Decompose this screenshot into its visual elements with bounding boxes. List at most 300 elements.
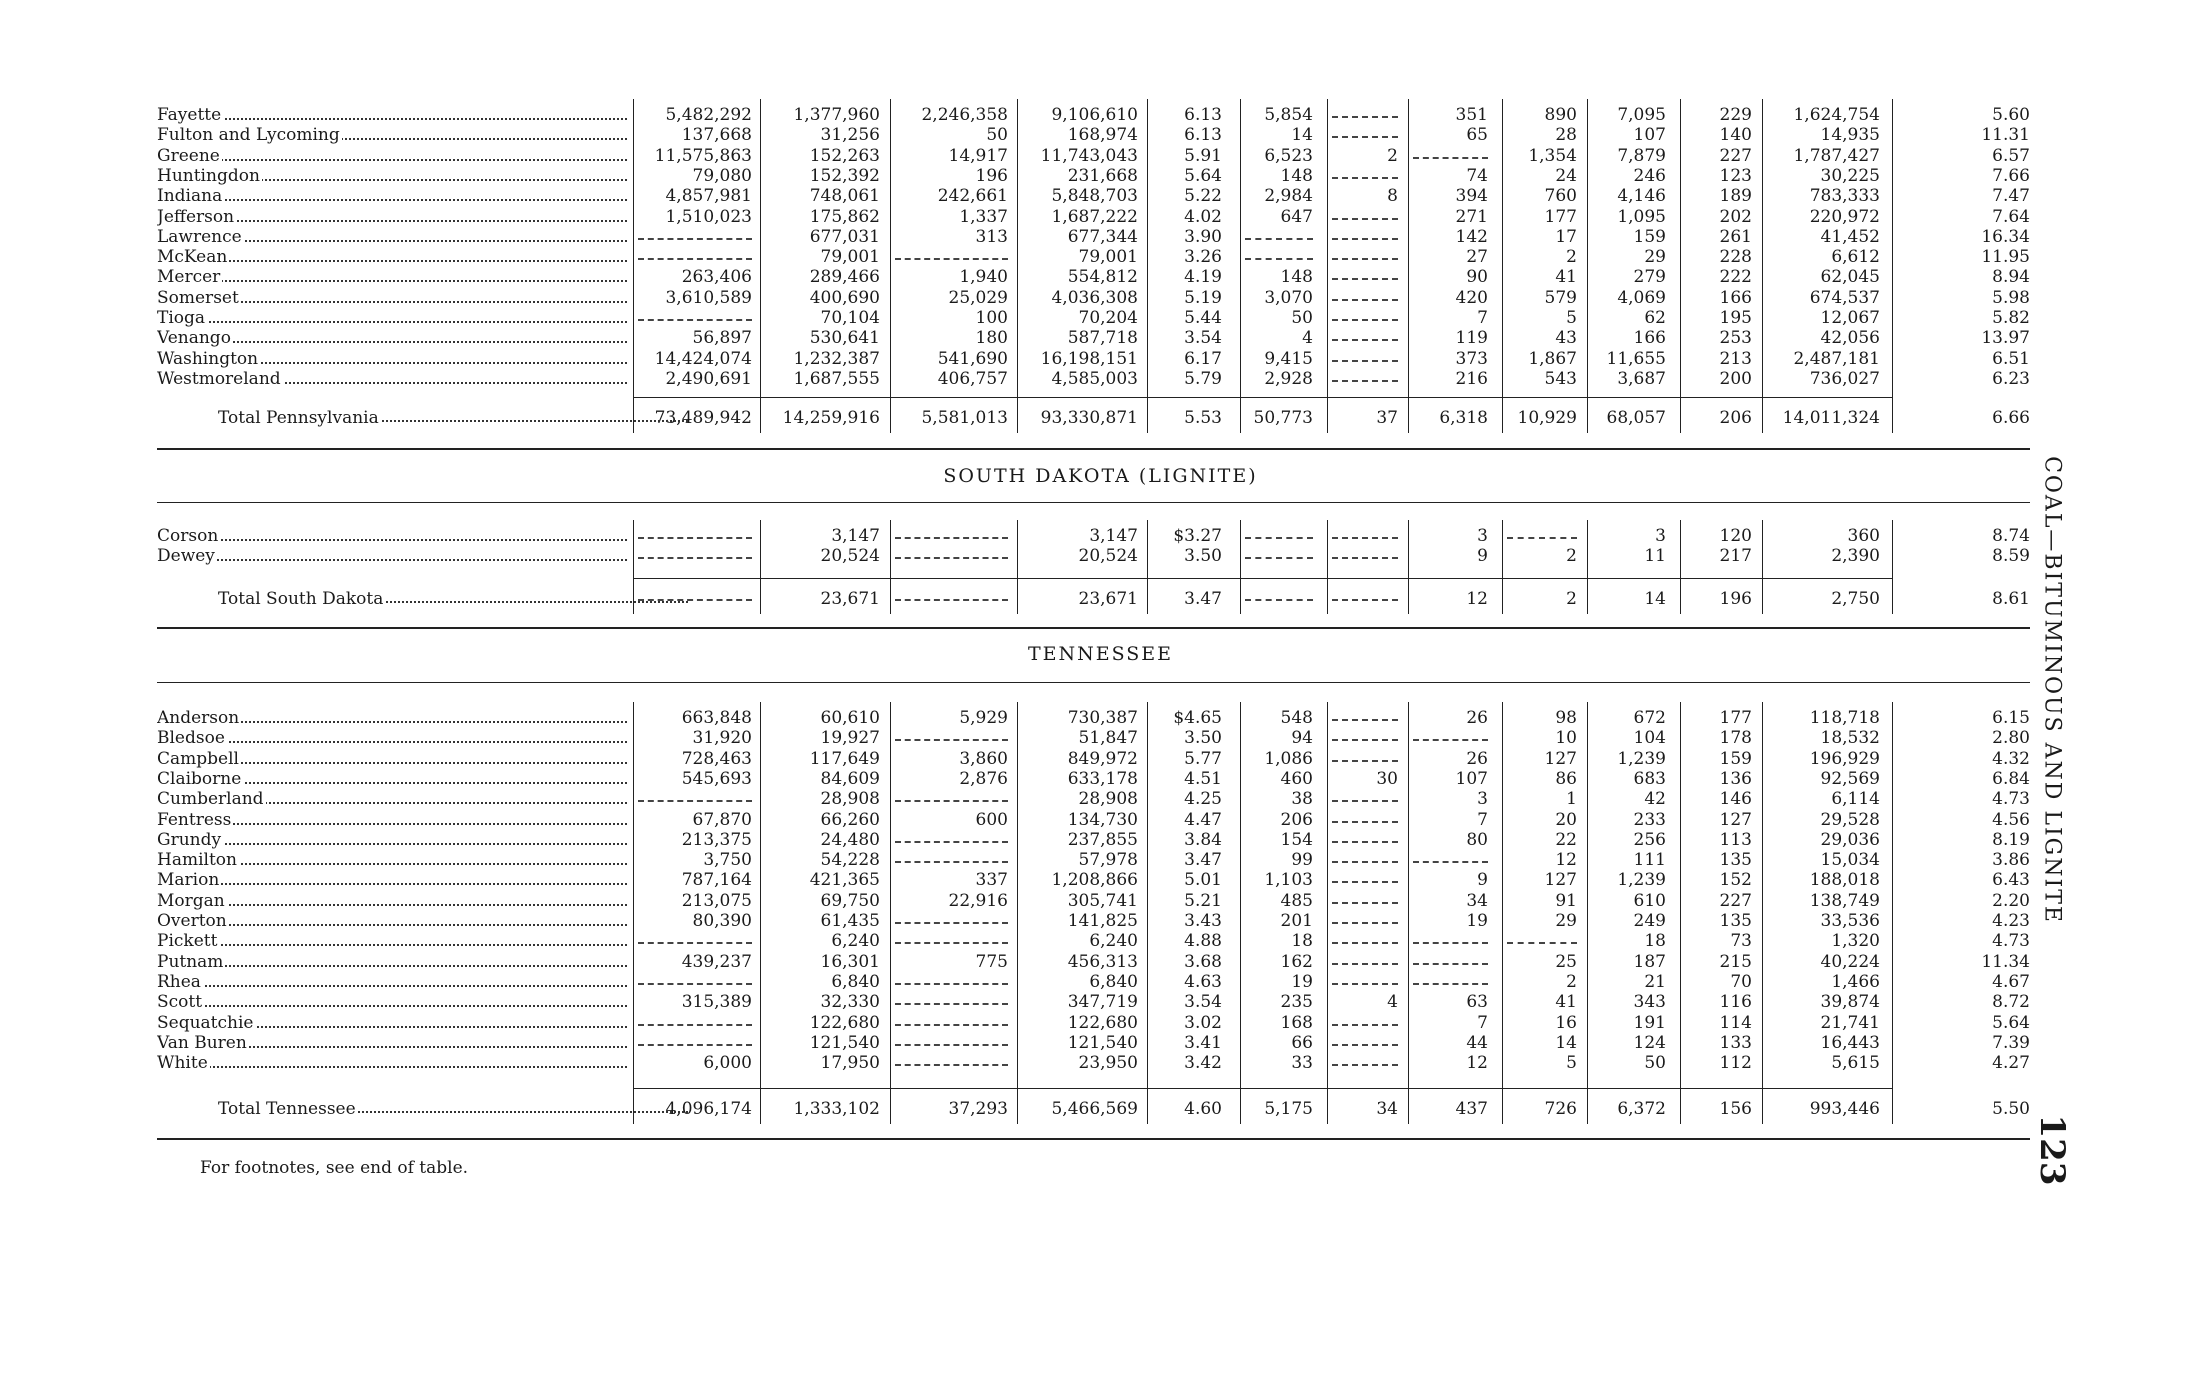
value-cell: 123 xyxy=(1719,166,1752,186)
value-cell: 289,466 xyxy=(809,267,880,287)
empty-cell-dash xyxy=(638,1013,752,1026)
column-rule xyxy=(1587,99,1588,433)
value-cell: 189 xyxy=(1719,186,1752,206)
value-cell: 541,690 xyxy=(937,349,1008,369)
table-row xyxy=(0,891,2201,911)
table-row xyxy=(0,288,2201,308)
value-cell: 122,680 xyxy=(1067,1013,1138,1033)
value-cell: 5.44 xyxy=(1184,308,1222,328)
value-cell: 127 xyxy=(1719,810,1752,830)
value-cell: 200 xyxy=(1719,369,1752,389)
leader-dots xyxy=(157,904,627,906)
value-cell: 12 xyxy=(1466,1053,1488,1073)
value-cell: 783,333 xyxy=(1809,186,1880,206)
value-cell: 156 xyxy=(1719,1099,1752,1119)
value-cell: 135 xyxy=(1719,911,1752,931)
value-cell: 216 xyxy=(1455,369,1488,389)
value-cell: 3,750 xyxy=(703,850,752,870)
county-name: Venango xyxy=(157,328,231,348)
leader-dots xyxy=(157,965,627,967)
value-cell: 8.59 xyxy=(1992,546,2030,566)
value-cell: 12 xyxy=(1555,850,1577,870)
value-cell: 5.19 xyxy=(1184,288,1222,308)
value-cell: 11.31 xyxy=(1981,125,2030,145)
value-cell: 1,232,387 xyxy=(793,349,880,369)
value-cell: 726 xyxy=(1544,1099,1577,1119)
total-separator-rule xyxy=(633,397,1892,398)
value-cell: 9,415 xyxy=(1264,349,1313,369)
value-cell: 5.60 xyxy=(1992,105,2030,125)
value-cell: 80 xyxy=(1466,830,1488,850)
leader-dots xyxy=(157,321,627,323)
column-rule xyxy=(1587,520,1588,614)
value-cell: 6.13 xyxy=(1184,105,1222,125)
row-label xyxy=(157,708,627,728)
value-cell: 7,879 xyxy=(1617,146,1666,166)
value-cell: 11.34 xyxy=(1981,952,2030,972)
empty-cell-dash xyxy=(1332,166,1398,179)
value-cell: 138,749 xyxy=(1809,891,1880,911)
value-cell: 849,972 xyxy=(1067,749,1138,769)
value-cell: 196 xyxy=(975,166,1008,186)
table-row xyxy=(0,349,2201,369)
value-cell: 460 xyxy=(1280,769,1313,789)
table-row xyxy=(0,931,2201,951)
value-cell: 91 xyxy=(1555,891,1577,911)
value-cell: 14 xyxy=(1644,589,1666,609)
row-label xyxy=(157,349,627,369)
row-label xyxy=(157,247,627,267)
empty-cell-dash xyxy=(1332,526,1398,539)
column-rule xyxy=(1017,99,1018,433)
empty-cell-dash xyxy=(1332,125,1398,138)
empty-cell-dash xyxy=(638,1033,752,1046)
value-cell: 136 xyxy=(1719,769,1752,789)
section-rule xyxy=(157,502,2030,503)
value-cell: 27 xyxy=(1466,247,1488,267)
empty-cell-dash xyxy=(1332,328,1398,341)
empty-cell-dash xyxy=(895,546,1008,559)
empty-cell-dash xyxy=(1332,830,1398,843)
value-cell: 191 xyxy=(1633,1013,1666,1033)
value-cell: 73,489,942 xyxy=(654,408,752,428)
empty-cell-dash xyxy=(895,830,1008,843)
value-cell: 406,757 xyxy=(937,369,1008,389)
value-cell: 6.43 xyxy=(1992,870,2030,890)
county-name: Indiana xyxy=(157,186,223,206)
value-cell: 222 xyxy=(1719,267,1752,287)
value-cell: 28,908 xyxy=(820,789,880,809)
value-cell: 347,719 xyxy=(1067,992,1138,1012)
total-row xyxy=(0,407,2201,429)
value-cell: 12 xyxy=(1466,589,1488,609)
empty-cell-dash xyxy=(1332,267,1398,280)
empty-cell-dash xyxy=(1332,1033,1398,1046)
value-cell: 530,641 xyxy=(809,328,880,348)
value-cell: 4.51 xyxy=(1184,769,1222,789)
value-cell: 213,075 xyxy=(681,891,752,911)
value-cell: 3.50 xyxy=(1184,546,1222,566)
table-row xyxy=(0,247,2201,267)
empty-cell-dash xyxy=(638,588,752,601)
column-rule xyxy=(1892,702,1893,1124)
value-cell: 93,330,871 xyxy=(1040,408,1138,428)
value-cell: 3 xyxy=(1477,526,1488,546)
value-cell: 545,693 xyxy=(681,769,752,789)
empty-cell-dash xyxy=(895,728,1008,741)
value-cell: 242,661 xyxy=(937,186,1008,206)
table-row xyxy=(0,952,2201,972)
value-cell: 1,208,866 xyxy=(1051,870,1138,890)
value-cell: 148 xyxy=(1280,267,1313,287)
value-cell: 360 xyxy=(1847,526,1880,546)
value-cell: 736,027 xyxy=(1809,369,1880,389)
value-cell: 37,293 xyxy=(948,1099,1008,1119)
value-cell: 1,687,222 xyxy=(1051,207,1138,227)
empty-cell-dash xyxy=(1413,952,1488,965)
value-cell: 10 xyxy=(1555,728,1577,748)
value-cell: 256 xyxy=(1633,830,1666,850)
value-cell: 178 xyxy=(1719,728,1752,748)
empty-cell-dash xyxy=(1245,526,1313,539)
row-label xyxy=(157,105,627,125)
value-cell: 4.47 xyxy=(1184,810,1222,830)
value-cell: 775 xyxy=(975,952,1008,972)
row-label xyxy=(157,227,627,247)
value-cell: 14 xyxy=(1555,1033,1577,1053)
value-cell: 4.25 xyxy=(1184,789,1222,809)
table-row xyxy=(0,769,2201,789)
value-cell: 3.41 xyxy=(1184,1033,1222,1053)
value-cell: 69,750 xyxy=(820,891,880,911)
value-cell: 1,337 xyxy=(959,207,1008,227)
value-cell: 14,011,324 xyxy=(1782,408,1880,428)
value-cell: 5.50 xyxy=(1992,1099,2030,1119)
value-cell: 543 xyxy=(1544,369,1577,389)
empty-cell-dash xyxy=(1413,972,1488,985)
county-name: Somerset xyxy=(157,288,239,308)
county-name: Putnam xyxy=(157,952,224,972)
value-cell: 1,086 xyxy=(1264,749,1313,769)
value-cell: 148 xyxy=(1280,166,1313,186)
value-cell: 2 xyxy=(1566,589,1577,609)
empty-cell-dash xyxy=(1413,146,1488,159)
value-cell: 1,239 xyxy=(1617,749,1666,769)
leader-dots xyxy=(157,741,627,743)
empty-cell-dash xyxy=(1332,1053,1398,1066)
table-row xyxy=(0,146,2201,166)
table-row xyxy=(0,369,2201,389)
value-cell: 5,581,013 xyxy=(921,408,1008,428)
column-rule xyxy=(633,702,634,1124)
value-cell: 5.53 xyxy=(1184,408,1222,428)
value-cell: 14,917 xyxy=(948,146,1008,166)
value-cell: 3,147 xyxy=(831,526,880,546)
value-cell: 485 xyxy=(1280,891,1313,911)
row-label xyxy=(157,789,627,809)
value-cell: 56,897 xyxy=(692,328,752,348)
row-label xyxy=(157,328,627,348)
value-cell: 787,164 xyxy=(681,870,752,890)
table-row xyxy=(0,526,2201,546)
value-cell: 15,034 xyxy=(1820,850,1880,870)
row-label xyxy=(157,146,627,166)
county-name: Tioga xyxy=(157,308,206,328)
value-cell: 456,313 xyxy=(1067,952,1138,972)
value-cell: 201 xyxy=(1280,911,1313,931)
table-row xyxy=(0,166,2201,186)
value-cell: 6,372 xyxy=(1617,1099,1666,1119)
table-row xyxy=(0,125,2201,145)
empty-cell-dash xyxy=(895,931,1008,944)
value-cell: 50,773 xyxy=(1253,408,1313,428)
value-cell: 2 xyxy=(1566,546,1577,566)
value-cell: 111 xyxy=(1633,850,1666,870)
empty-cell-dash xyxy=(1332,227,1398,240)
row-label xyxy=(157,810,627,830)
county-name: Cumberland xyxy=(157,789,264,809)
value-cell: 65 xyxy=(1466,125,1488,145)
row-label xyxy=(157,749,627,769)
value-cell: 220,972 xyxy=(1809,207,1880,227)
empty-cell-dash xyxy=(1332,728,1398,741)
row-label xyxy=(157,830,627,850)
value-cell: 32,330 xyxy=(820,992,880,1012)
value-cell: 159 xyxy=(1719,749,1752,769)
empty-cell-dash xyxy=(1332,1013,1398,1026)
value-cell: 127 xyxy=(1544,749,1577,769)
footnote: For footnotes, see end of table. xyxy=(200,1158,469,1178)
leader-dots xyxy=(157,1005,627,1007)
value-cell: 3,687 xyxy=(1617,369,1666,389)
value-cell: 84,609 xyxy=(820,769,880,789)
row-label xyxy=(157,972,627,992)
value-cell: 18,532 xyxy=(1820,728,1880,748)
county-name: Fentress xyxy=(157,810,232,830)
row-label xyxy=(157,728,627,748)
value-cell: 2.80 xyxy=(1992,728,2030,748)
value-cell: 2 xyxy=(1566,247,1577,267)
value-cell: 8.72 xyxy=(1992,992,2030,1012)
value-cell: 3.54 xyxy=(1184,992,1222,1012)
table-row xyxy=(0,105,2201,125)
table-row xyxy=(0,546,2201,566)
value-cell: 7.66 xyxy=(1992,166,2030,186)
column-rule xyxy=(760,702,761,1124)
value-cell: 33 xyxy=(1291,1053,1313,1073)
value-cell: 213 xyxy=(1719,349,1752,369)
value-cell: 113 xyxy=(1719,830,1752,850)
value-cell: 29 xyxy=(1644,247,1666,267)
value-cell: 31,920 xyxy=(692,728,752,748)
column-rule xyxy=(1680,702,1681,1124)
value-cell: 44 xyxy=(1466,1033,1488,1053)
value-cell: 135 xyxy=(1719,850,1752,870)
value-cell: 206 xyxy=(1719,408,1752,428)
value-cell: 50 xyxy=(986,125,1008,145)
value-cell: 3,860 xyxy=(959,749,1008,769)
value-cell: 16,443 xyxy=(1820,1033,1880,1053)
row-label xyxy=(157,125,627,145)
value-cell: 117,649 xyxy=(809,749,880,769)
value-cell: 134,730 xyxy=(1067,810,1138,830)
value-cell: 890 xyxy=(1544,105,1577,125)
value-cell: 23,950 xyxy=(1078,1053,1138,1073)
table-row xyxy=(0,810,2201,830)
county-name: White xyxy=(157,1053,208,1073)
value-cell: 4.56 xyxy=(1992,810,2030,830)
value-cell: 142 xyxy=(1455,227,1488,247)
value-cell: 168,974 xyxy=(1067,125,1138,145)
value-cell: 67,870 xyxy=(692,810,752,830)
column-rule xyxy=(1240,520,1241,614)
value-cell: 677,031 xyxy=(809,227,880,247)
row-label xyxy=(157,308,627,328)
value-cell: 118,718 xyxy=(1809,708,1880,728)
value-cell: 18 xyxy=(1644,931,1666,951)
value-cell: 227 xyxy=(1719,146,1752,166)
value-cell: 177 xyxy=(1719,708,1752,728)
leader-dots xyxy=(157,199,627,201)
value-cell: 7 xyxy=(1477,308,1488,328)
value-cell: 17,950 xyxy=(820,1053,880,1073)
empty-cell-dash xyxy=(895,588,1008,601)
empty-cell-dash xyxy=(1332,891,1398,904)
value-cell: 187 xyxy=(1633,952,1666,972)
value-cell: 57,978 xyxy=(1078,850,1138,870)
row-label xyxy=(157,186,627,206)
empty-cell-dash xyxy=(1245,247,1313,260)
value-cell: 50 xyxy=(1291,308,1313,328)
value-cell: 90 xyxy=(1466,267,1488,287)
value-cell: 4,146 xyxy=(1617,186,1666,206)
value-cell: 2 xyxy=(1387,146,1398,166)
county-name: Mercer xyxy=(157,267,221,287)
section-heading: TENNESSEE xyxy=(1027,643,1174,665)
value-cell: 6,318 xyxy=(1439,408,1488,428)
value-cell: 305,741 xyxy=(1067,891,1138,911)
value-cell: 54,228 xyxy=(820,850,880,870)
value-cell: 5.64 xyxy=(1992,1013,2030,1033)
value-cell: 5.21 xyxy=(1184,891,1222,911)
value-cell: 439,237 xyxy=(681,952,752,972)
value-cell: 19,927 xyxy=(820,728,880,748)
value-cell: 610 xyxy=(1633,891,1666,911)
value-cell: 343 xyxy=(1633,992,1666,1012)
row-label xyxy=(157,1053,627,1073)
value-cell: 6,840 xyxy=(831,972,880,992)
county-name: Bledsoe xyxy=(157,728,225,748)
value-cell: 4,069 xyxy=(1617,288,1666,308)
row-label xyxy=(157,992,627,1012)
empty-cell-dash xyxy=(895,1033,1008,1046)
value-cell: 195 xyxy=(1719,308,1752,328)
value-cell: 437 xyxy=(1455,1099,1488,1119)
row-label xyxy=(157,369,627,389)
leader-dots xyxy=(157,1066,627,1068)
county-name: Pickett xyxy=(157,931,218,951)
value-cell: 227 xyxy=(1719,891,1752,911)
empty-cell-dash xyxy=(1332,850,1398,863)
row-label xyxy=(157,911,627,931)
value-cell: 94 xyxy=(1291,728,1313,748)
column-rule xyxy=(760,520,761,614)
row-label xyxy=(157,288,627,308)
value-cell: 74 xyxy=(1466,166,1488,186)
value-cell: $3.27 xyxy=(1173,526,1222,546)
value-cell: 587,718 xyxy=(1067,328,1138,348)
county-name: Sequatchie xyxy=(157,1013,254,1033)
table-row xyxy=(0,227,2201,247)
value-cell: 315,389 xyxy=(681,992,752,1012)
value-cell: 40,224 xyxy=(1820,952,1880,972)
value-cell: 400,690 xyxy=(809,288,880,308)
value-cell: 1,787,427 xyxy=(1793,146,1880,166)
value-cell: 124 xyxy=(1633,1033,1666,1053)
value-cell: 14,259,916 xyxy=(782,408,880,428)
value-cell: 114 xyxy=(1719,1013,1752,1033)
value-cell: 253 xyxy=(1719,328,1752,348)
value-cell: 92,569 xyxy=(1820,769,1880,789)
value-cell: 235 xyxy=(1280,992,1313,1012)
empty-cell-dash xyxy=(638,972,752,985)
table-row xyxy=(0,972,2201,992)
county-name: Westmoreland xyxy=(157,369,281,389)
column-rule xyxy=(1762,702,1763,1124)
value-cell: 38 xyxy=(1291,789,1313,809)
row-label xyxy=(157,546,627,566)
value-cell: 420 xyxy=(1455,288,1488,308)
value-cell: 11,575,863 xyxy=(654,146,752,166)
value-cell: 41,452 xyxy=(1820,227,1880,247)
empty-cell-dash xyxy=(895,247,1008,260)
column-rule xyxy=(890,99,891,433)
value-cell: 28 xyxy=(1555,125,1577,145)
value-cell: 50 xyxy=(1644,1053,1666,1073)
county-name: Jefferson xyxy=(157,207,235,227)
column-rule xyxy=(1147,702,1148,1124)
value-cell: 60,610 xyxy=(820,708,880,728)
column-rule xyxy=(1147,520,1148,614)
value-cell: 168 xyxy=(1280,1013,1313,1033)
value-cell: 43 xyxy=(1555,328,1577,348)
value-cell: 11 xyxy=(1644,546,1666,566)
column-rule xyxy=(1017,702,1018,1124)
section-heading: SOUTH DAKOTA (LIGNITE) xyxy=(943,465,1258,487)
empty-cell-dash xyxy=(638,526,752,539)
value-cell: 2 xyxy=(1566,972,1577,992)
column-rule xyxy=(1408,99,1409,433)
county-name: Scott xyxy=(157,992,203,1012)
value-cell: 5,848,703 xyxy=(1051,186,1138,206)
value-cell: 674,537 xyxy=(1809,288,1880,308)
value-cell: 42 xyxy=(1644,789,1666,809)
value-cell: 554,812 xyxy=(1067,267,1138,287)
value-cell: 677,344 xyxy=(1067,227,1138,247)
value-cell: 6,612 xyxy=(1831,247,1880,267)
value-cell: 647 xyxy=(1280,207,1313,227)
value-cell: 3 xyxy=(1477,789,1488,809)
value-cell: 8.61 xyxy=(1992,589,2030,609)
value-cell: 4,585,003 xyxy=(1051,369,1138,389)
empty-cell-dash xyxy=(1332,247,1398,260)
table-row xyxy=(0,1013,2201,1033)
county-name: Rhea xyxy=(157,972,201,992)
column-rule xyxy=(1502,520,1503,614)
value-cell: 51,847 xyxy=(1078,728,1138,748)
section-rule xyxy=(157,627,2030,629)
value-cell: 14 xyxy=(1291,125,1313,145)
